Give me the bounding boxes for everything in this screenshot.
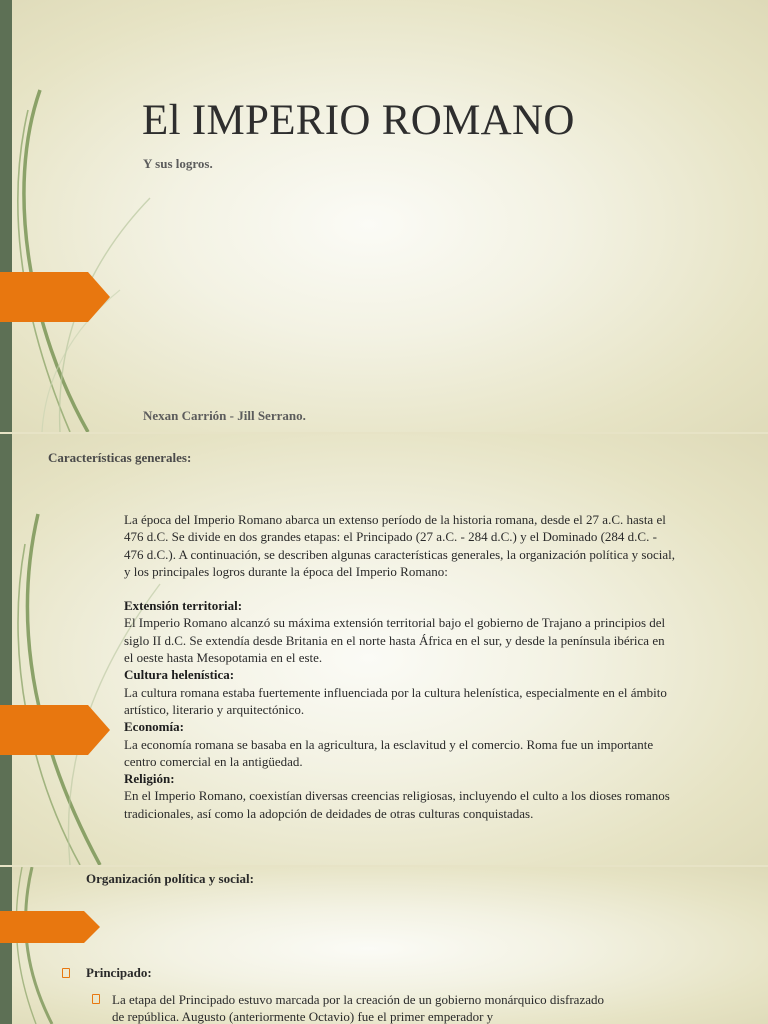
section-heading-religion: Religión: bbox=[124, 771, 175, 787]
slide-caracteristicas bbox=[0, 434, 768, 865]
slide-title bbox=[0, 0, 768, 432]
section-heading-economia: Economía: bbox=[124, 719, 184, 735]
slide-organizacion bbox=[0, 867, 768, 1024]
sub-bullet-text: La etapa del Principado estuvo marcada por la creación de un gobierno monárquico disfrazado de república. Augusto (anteriormente Octavio) fue el primer emperador y bbox=[112, 992, 604, 1024]
orange-arrow-tab-icon bbox=[0, 705, 110, 755]
bullet-label: Principado: bbox=[86, 965, 152, 980]
slide-title-heading: El IMPERIO ROMANO bbox=[142, 97, 575, 144]
orange-arrow-tab-icon bbox=[0, 272, 110, 322]
intro-paragraph: La época del Imperio Romano abarca un extenso período de la historia romana, desde el 27 a.C. hasta el 476 d.C. Se divide en dos grandes etapas: el Principado (27 a.C. - 284 d.C.) y el Dominado (284 d.C. - 476 d.C.). A continuación, se describen algunas características generales, la organización política y social, y los principales logros durante la época del Imperio Romano: bbox=[124, 512, 675, 579]
sub-bullet-item bbox=[92, 991, 612, 1024]
slide-subtitle: Y sus logros. bbox=[143, 156, 213, 171]
orange-square-bullet-icon bbox=[62, 968, 70, 978]
side-bar bbox=[0, 0, 12, 432]
section-heading-extension: Extensión territorial: bbox=[124, 598, 243, 614]
section-title: Características generales: bbox=[48, 450, 192, 465]
slide-authors: Nexan Carrión - Jill Serrano. bbox=[143, 408, 306, 423]
section-heading-cultura: Cultura helenística: bbox=[124, 667, 235, 683]
section-title: Organización política y social: bbox=[86, 871, 254, 886]
bullet-item-principado bbox=[62, 965, 152, 981]
section-text-economia: La economía romana se basaba en la agricultura, la esclavitud y el comercio. Roma fue un importante centro comercial en la antigüedad. bbox=[124, 736, 654, 769]
body-text bbox=[124, 511, 676, 822]
section-text-extension: El Imperio Romano alcanzó su máxima extensión territorial bajo el gobierno de Trajano a principios del siglo II d.C. Se extendía desde Britania en el norte hasta África en el sur, y desde la península ibérica en el oeste hasta Mesopotamia en el este. bbox=[124, 615, 666, 666]
orange-square-bullet-icon bbox=[92, 994, 100, 1004]
section-text-cultura: La cultura romana estaba fuertemente influenciada por la cultura helenística, especialmente en el ámbito artístico, literario y arquitectónico. bbox=[124, 684, 667, 717]
paragraph-spacer bbox=[124, 580, 676, 597]
decorative-curves-icon bbox=[0, 0, 200, 432]
side-bar bbox=[0, 434, 12, 865]
section-text-religion: En el Imperio Romano, coexistían diversas creencias religiosas, incluyendo el culto a los dioses romanos tradicionales, así como la adopción de deidades de otras culturas conquistadas. bbox=[124, 788, 670, 821]
side-bar bbox=[0, 867, 12, 1024]
orange-arrow-tab-icon bbox=[0, 911, 100, 943]
